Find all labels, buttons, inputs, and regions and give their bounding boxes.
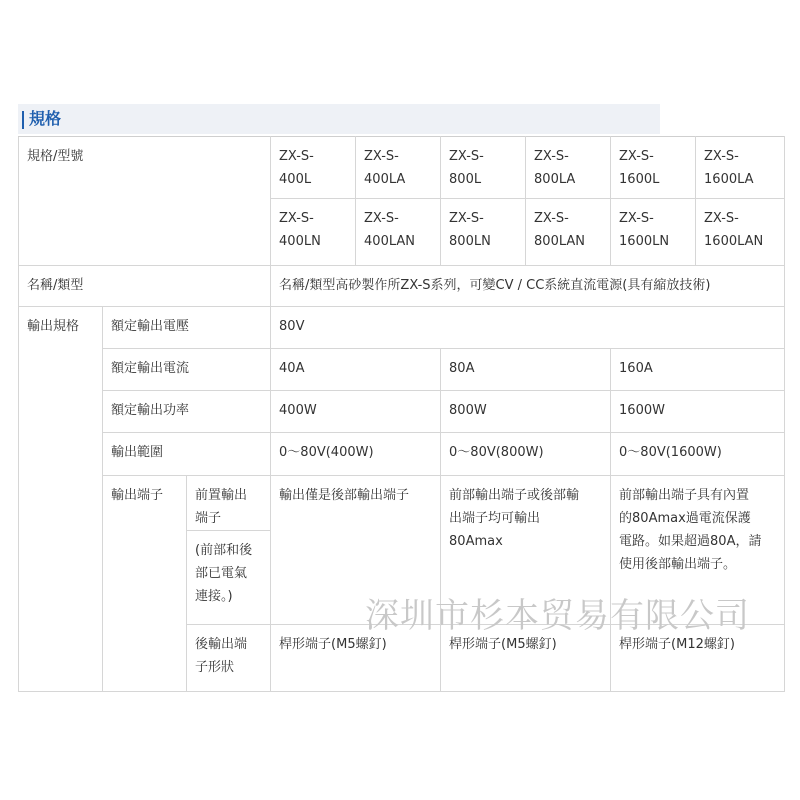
model-cell: ZX-S- 800L xyxy=(441,137,526,199)
voltage-value: 80V xyxy=(271,307,785,349)
section-header xyxy=(18,104,660,134)
name-label: 名稱/類型 xyxy=(19,266,271,307)
power-value: 1600W xyxy=(611,391,785,433)
model-cell: ZX-S- 1600LN xyxy=(611,199,696,266)
table-row xyxy=(19,391,785,433)
model-label: 規格/型號 xyxy=(19,137,271,266)
rear-terminal-value: 桿形端子(M5螺釘) xyxy=(271,625,441,692)
model-cell: ZX-S- 1600LA xyxy=(696,137,785,199)
power-value: 400W xyxy=(271,391,441,433)
model-cell: ZX-S- 400L xyxy=(271,137,356,199)
watermark: 深圳市杉本贸易有限公司 xyxy=(365,596,750,636)
front-terminal-value: 前部輸出端子或後部輸 出端子均可輸出 80Amax xyxy=(441,476,611,625)
rear-terminal-value: 桿形端子(M5螺釘) xyxy=(441,625,611,692)
output-spec-label: 輸出規格 xyxy=(19,307,103,692)
front-terminal-value: 輸出僅是後部輸出端子 xyxy=(271,476,441,625)
table-row xyxy=(19,307,785,349)
table-row xyxy=(19,476,785,531)
range-label: 輸出範圍 xyxy=(103,433,271,476)
rear-terminal-value: 桿形端子(M12螺釘) xyxy=(611,625,785,692)
table-row xyxy=(19,349,785,391)
model-cell: ZX-S- 400LN xyxy=(271,199,356,266)
current-value: 40A xyxy=(271,349,441,391)
current-value: 80A xyxy=(441,349,611,391)
model-cell: ZX-S- 1600L xyxy=(611,137,696,199)
table-row xyxy=(19,137,785,199)
range-value: 0～80V(400W) xyxy=(271,433,441,476)
front-terminal-value: 前部輸出端子具有內置 的80Amax過電流保護 電路。如果超過80A，請 使用後部輸出端子。 xyxy=(611,476,785,625)
model-cell: ZX-S- 400LAN xyxy=(356,199,441,266)
power-label: 額定輸出功率 xyxy=(103,391,271,433)
table-row xyxy=(19,266,785,307)
rear-terminal-label: 後輸出端 子形狀 xyxy=(187,625,271,692)
terminal-label: 輸出端子 xyxy=(103,476,187,692)
name-value: 名稱/類型高砂製作所ZX-S系列，可變CV / CC系統直流電源(具有縮放技術) xyxy=(271,266,785,307)
section-header-accent xyxy=(22,111,24,129)
model-cell: ZX-S- 1600LAN xyxy=(696,199,785,266)
voltage-label: 額定輸出電壓 xyxy=(103,307,271,349)
model-cell: ZX-S- 800LAN xyxy=(526,199,611,266)
power-value: 800W xyxy=(441,391,611,433)
model-cell: ZX-S- 800LA xyxy=(526,137,611,199)
model-cell: ZX-S- 400LA xyxy=(356,137,441,199)
current-value: 160A xyxy=(611,349,785,391)
front-terminal-label: 前置輸出 端子 xyxy=(187,476,271,531)
current-label: 額定輸出電流 xyxy=(103,349,271,391)
model-cell: ZX-S- 800LN xyxy=(441,199,526,266)
table-row xyxy=(19,433,785,476)
range-value: 0～80V(1600W) xyxy=(611,433,785,476)
section-title: 規格 xyxy=(29,109,62,128)
front-terminal-note: (前部和後 部已電氣 連接。) xyxy=(187,531,271,625)
range-value: 0～80V(800W) xyxy=(441,433,611,476)
